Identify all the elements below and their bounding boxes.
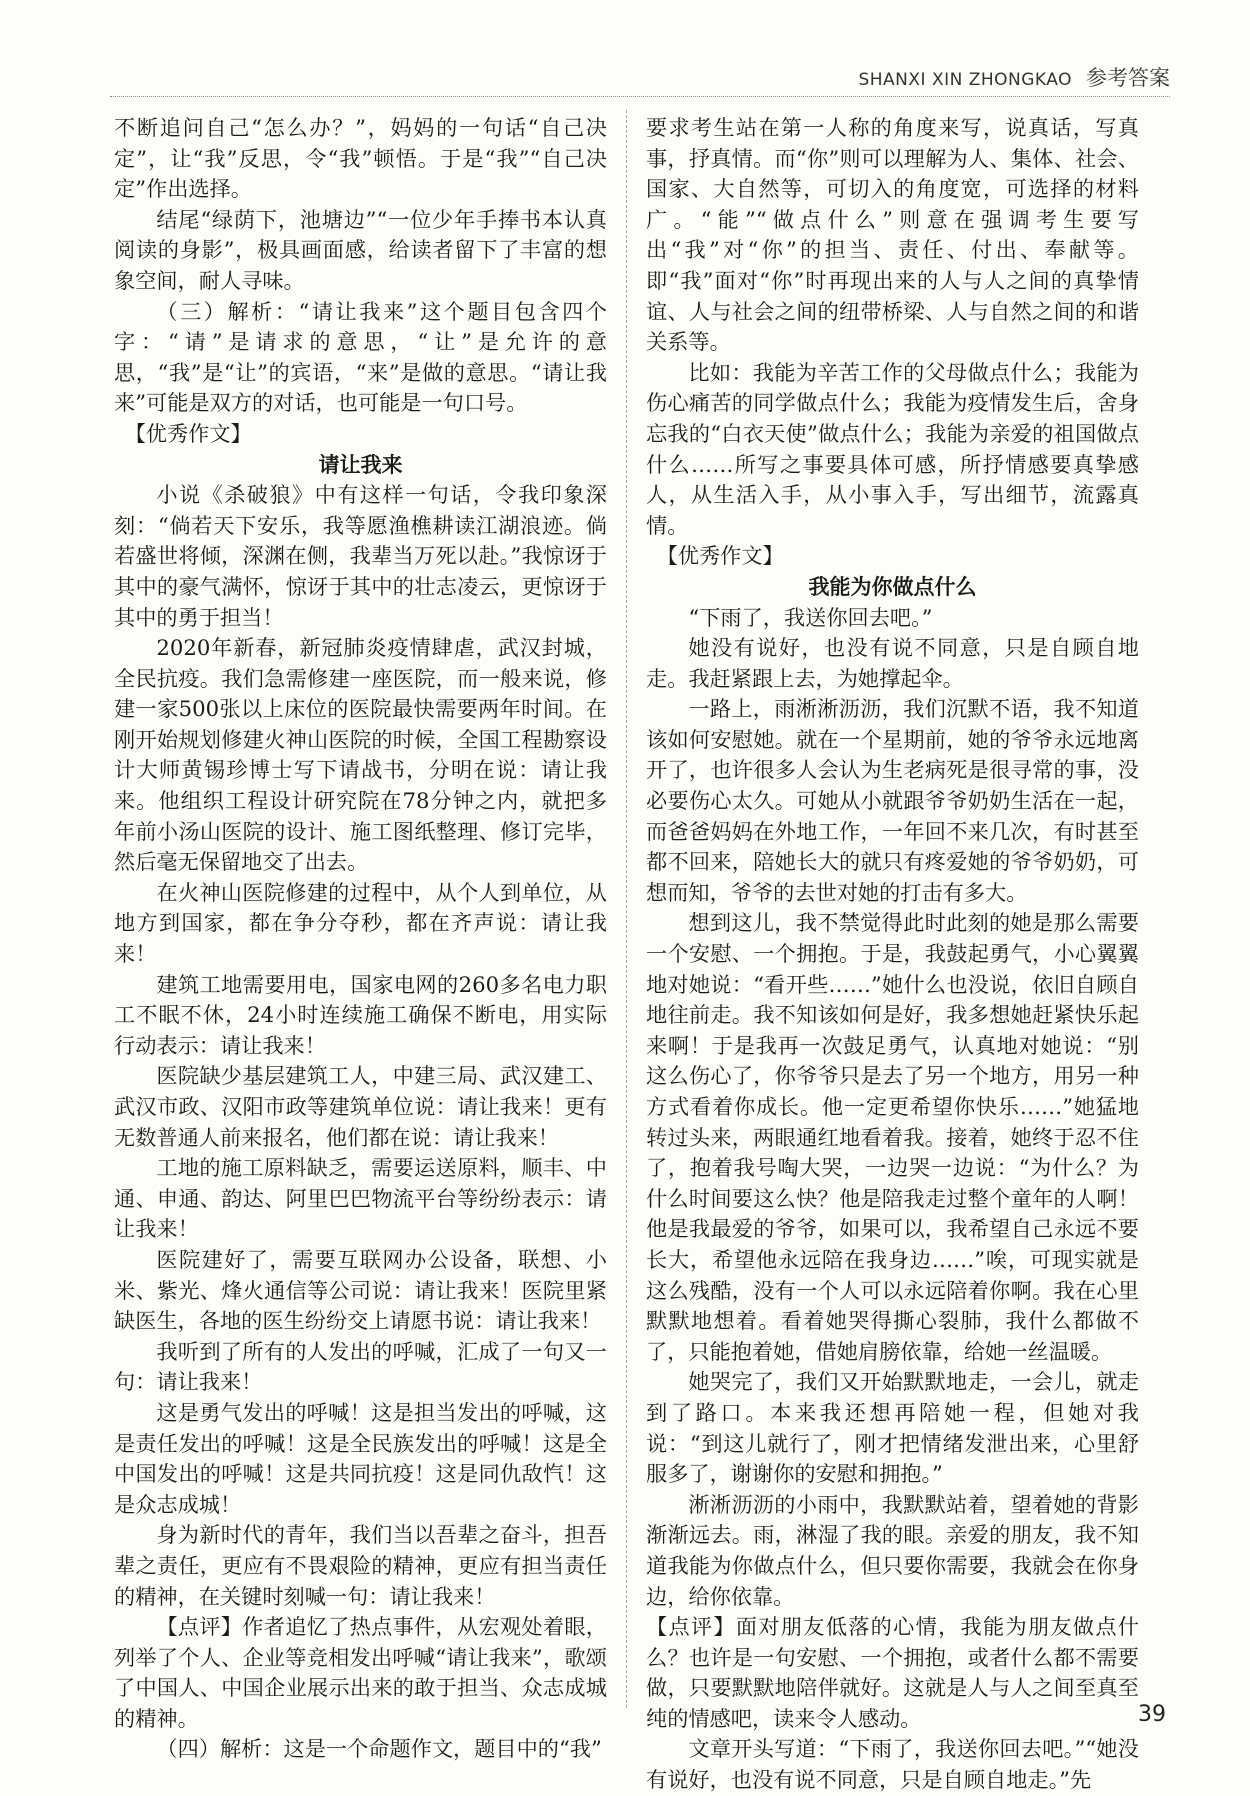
paragraph: 建筑工地需要用电，国家电网的260多名电力职工不眠不休，24小时连续施工确保不断电，用实际行动表示：请让我来！ (114, 971, 607, 1058)
paragraph: 要求考生站在第一人称的角度来写，说真话，写真事，抒真情。而“你”则可以理解为人、集体、社会、国家、大自然等，可切入的角度宽，可选择的材料广。“能”“做点什么”则意在强调考生要写出“我”对“你”的担当、责任、付出、奉献等。即“我”面对“你”时再现出来的人与人之间的真挚情谊、人与社会之间的纽带桥梁、人与自然之间的和谐关系等。 (646, 115, 1139, 355)
paragraph: “下雨了，我送你回去吧。” (688, 604, 933, 630)
paragraph: 想到这儿，我不禁觉得此时此刻的她是那么需要一个安慰、一个拥抱。于是，我鼓起勇气，小心翼翼地对她说：“看开些……”她什么也没说，依旧自顾自地往前走。我不知该如何是好，我多想她赶紧快乐起来啊！于是我再一次鼓足勇气，认真地对她说：“别这么伤心了，你爷爷只是去了另一个地方，用另一种方式看着你成长。他一定更希望你快乐……”她猛地转过头来，两眼通红地看着我。接着，她终于忍不住了，抱着我号啕大哭，一边哭一边说：“为什么？为什么时间要这么快？他是陪我走过整个童年的人啊！他是我最爱的爷爷，如果可以，我希望自己永远不要长大，希望他永远陪在我身边……”唉，可现实就是这么残酷，没有一个人可以永远陪着你啊。我在心里默默地想着。看着她哭得撕心裂肺，我什么都做不了，只能抱着她，借她肩膀依靠，给她一丝温暖。 (646, 910, 1139, 1364)
right-column (646, 113, 1139, 1796)
essay-title: 我能为你做点什么 (808, 574, 977, 599)
page-number: 39 (1138, 1702, 1166, 1727)
column-divider (626, 110, 627, 1708)
paragraph: 一路上，雨淅淅沥沥，我们沉默不语，我不知道该如何安慰她。就在一个星期前，她的爷爷永远地离开了，也许很多人会认为生老病死是很寻常的事，没必要伤心太久。可她从小就跟爷爷奶奶生活在一起，而爸爸妈妈在外地工作，一年回不来几次，有时甚至都不回来，陪她长大的就只有疼爱她的爷爷奶奶，可想而知，爷爷的去世对她的打击有多大。 (646, 696, 1139, 905)
paragraph: （四）解析：这是一个命题作文，题目中的“我” (156, 1736, 602, 1762)
paragraph: （三）解析：“请让我来”这个题目包含四个字：“请”是请求的意思，“让”是允许的意思，“我”是“让”的宾语，“来”是做的意思。“请让我来”可能是双方的对话，也可能是一句口号。 (114, 298, 607, 416)
paragraph: 医院建好了，需要互联网办公设备，联想、小米、紫光、烽火通信等公司说：请让我来！医院里紧缺医生，各地的医生纷纷交上请愿书说：请让我来！ (114, 1246, 607, 1334)
paragraph: 2020年新春，新冠肺炎疫情肆虐，武汉封城，全民抗疫。我们急需修建一座医院，而一般来说，修建一家500张以上床位的医院最快需要两年时间。在刚开始规划修建火神山医院的时候，全国工程勘察设计大师黄锡珍博士写下请战书，分明在说：请让我来。他组织工程设计研究院在78分钟之内，就把多年前小汤山医院的设计、施工图纸整理、修订完毕，然后毫无保留地交了出去。 (114, 635, 607, 875)
paragraph: 【点评】作者追忆了热点事件，从宏观处着眼，列举了个人、企业等竞相发出呼喊“请让我来”，歌颂了中国人、中国企业展示出来的敢于担当、众志成城的精神。 (114, 1614, 607, 1731)
paragraph: 医院缺少基层建筑工人，中建三局、武汉建工、武汉市政、汉阳市政等建筑单位说：请让我来！更有无数普通人前来报名，他们都在说：请让我来！ (114, 1063, 607, 1150)
series-name: SHANXI XIN ZHONGKAO (858, 70, 1072, 90)
header-rule (110, 96, 1170, 97)
paragraph: 结尾“绿荫下，池塘边”“一位少年手捧书本认真阅读的身影”，极具画面感，给读者留下了丰富的想象空间，耐人寻味。 (114, 206, 607, 293)
paragraph: 我听到了所有的人发出的呼喊，汇成了一句又一句：请让我来！ (114, 1338, 607, 1395)
paragraph: 这是勇气发出的呼喊！这是担当发出的呼喊，这是责任发出的呼喊！这是全民族发出的呼喊！这是全中国发出的呼喊！这是共同抗疫！这是同仇敌忾！这是众志成城！ (114, 1399, 607, 1517)
paragraph: 她没有说好，也没有说不同意，只是自顾自地走。我赶紧跟上去，为她撑起伞。 (646, 635, 1139, 691)
page-header (858, 62, 1170, 92)
section-label: 【优秀作文】 (124, 420, 252, 446)
paragraph: 她哭完了，我们又开始默默地走，一会儿，就走到了路口。本来我还想再陪她一程，但她对我说：“到这儿就行了，刚才把情绪发泄出来，心里舒服多了，谢谢你的安慰和拥抱。” (646, 1369, 1139, 1487)
section-label: 【优秀作文】 (656, 543, 784, 569)
left-column (114, 113, 607, 1765)
paragraph: 身为新时代的青年，我们当以吾辈之奋斗，担吾辈之责任，更应有不畏艰险的精神，更应有担当责任的精神，在关键时刻喊一句：请让我来！ (114, 1522, 607, 1609)
paragraph: 小说《杀破狼》中有这样一句话，令我印象深刻：“倘若天下安乐，我等愿渔樵耕读江湖浪迹。倘若盛世将倾，深渊在侧，我辈当万死以赴。”我惊讶于其中的豪气满怀，惊讶于其中的壮志凌云，更惊讶于其中的勇于担当！ (114, 482, 607, 630)
paragraph: 工地的施工原料缺乏，需要运送原料，顺丰、中通、申通、韵达、阿里巴巴物流平台等纷纷表示：请让我来！ (114, 1155, 607, 1242)
paragraph: 比如：我能为辛苦工作的父母做点什么；我能为伤心痛苦的同学做点什么；我能为疫情发生后，舍身忘我的“白衣天使”做点什么；我能为亲爱的祖国做点什么……所写之事要具体可感，所抒情感要真挚感人，从生活入手，从小事入手，写出细节，流露真情。 (646, 359, 1139, 538)
essay-title: 请让我来 (318, 452, 403, 477)
paragraph: 【点评】面对朋友低落的心情，我能为朋友做点什么？也许是一句安慰、一个拥抱，或者什么都不需要做，只要默默地陪伴就好。这就是人与人之间至真至纯的情感吧，读来令人感动。 (646, 1614, 1139, 1731)
paragraph: 文章开头写道：“下雨了，我送你回去吧。”“她没有说好，也没有说不同意，只是自顾自地走。”先 (646, 1736, 1139, 1793)
paragraph: 在火神山医院修建的过程中，从个人到单位，从地方到国家，都在争分夺秒，都在齐声说：请让我来！ (114, 879, 607, 967)
paragraph: 不断追问自己“怎么办？”，妈妈的一句话“自己决定”，让“我”反思，令“我”顿悟。于是“我”“自己决定”作出选择。 (114, 115, 607, 202)
paragraph: 淅淅沥沥的小雨中，我默默站着，望着她的背影渐渐远去。雨，淋湿了我的眼。亲爱的朋友，我不知道我能为你做点什么，但只要你需要，我就会在你身边，给你依靠。 (646, 1491, 1139, 1609)
section-title: 参考答案 (1086, 66, 1170, 90)
